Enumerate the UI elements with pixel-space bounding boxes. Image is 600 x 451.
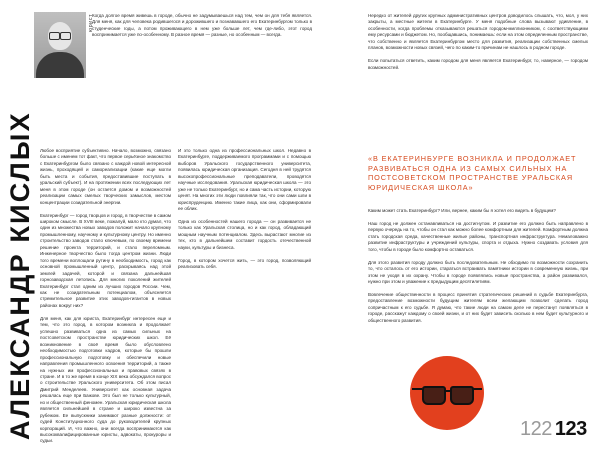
article-column-1 — [40, 148, 171, 451]
article-column-2 — [178, 148, 311, 277]
paragraph: Вовлечение общественности в процесс принятия стратегических решений в судьбе Екатеринбурга, предоставление возможности будущим жителям всем желающим позволит сделать город сопричастным к его судьбе. Я думаю, что такие люди на самом деле не перестанут появляться в городе, расскажут каждому о своей жизни, и от них будет зависеть сколько в нем будет культурного и общественного развития. — [368, 292, 588, 323]
paragraph: Нередко от жителей других крупных административных центров доводилось слышать, что, мол, у них закрыты, а местные жители в Екатеринбурге. У меня подобные слова вызывают удивление, в особенности, когда проблемы отказываются решаться городом-миллионником, с соответствующими ему ресурсами и бюджетом. Но, пообщавшись, понимаешь: если на этом определенным пространстве, что собственно и является Екатеринбургом место для развития, реализации собственных смелых планов, возможности новых связей, чего по каким-то причинам не нашлось в родном городе. — [368, 13, 588, 51]
page-numbers — [520, 418, 587, 440]
paragraph: Для этого развития городу должно быть последовательным. Не обходимо по возможности сохранить то, что осталось от его истории, стараться встраивать памятники истории в современную жизнь, при этом не уходя в их охрану. Чтобы в городе появлялись новые пространства, а район развивался, нужно при этом и уважение к предыдущим десятилетиям. — [368, 259, 588, 285]
intro-paragraph: Когда долгое время живешь в городе, обычно не задумываешься над тем, чем он для тебя является. Для меня, как для человека родившегося и дорожившего и познававшего его Екатеринбургом только в студенческие годы, а потом проживающего в нем уже больше лет, чем где-либо, этот город воспринимается уже по-особенному. В разное время — разные, но особенным — всегда. — [92, 13, 312, 38]
article-column-3 — [368, 13, 588, 78]
author-portrait — [34, 12, 86, 78]
author-name: АЛЕКСАНДР КИСЛЫХ — [5, 111, 35, 440]
portrait-shoulders — [36, 52, 84, 78]
paragraph: Одна из особенностей нашего города — он развивается не только как Уральская столица, но и как город, обладающий мощным научным потенциалом. Здесь вырастают многие из тех, кто в дальнейшем составит гордость отечественной науки, культуры и бизнеса. — [178, 219, 311, 250]
intro-paragraph-block — [92, 13, 312, 39]
paragraph: И это только одна из профессиональных школ. Недавно в Екатеринбурге, поддерживаемого программами и с помощью выборов Уральского государственного университета, появилась юридическая организация. Сегодня в ней трудятся высокопрофессиональные преподаватели, проводятся научные исследования. Уральская юридическая школа — это уже не только Екатеринбург, но и сама часть истории, которую ценят. На многих эти люди повлияли так, что они сами шли в юриспруденцию. Именно такие лица, как они, сформировали ее облик. — [178, 148, 311, 212]
paragraph: Наш город не должен останавливаться на достигнутом. И развитие его должно быть направлено в первую очередь на то, чтобы он стал как можно более комфортным для жителей. Комфортным должна стать городская среда, качественные жилые районы, транспортная инфраструктура. Немаловажно развитие инфраструктуры и учреждений культуры, спорта и отдыха. Нужно создавать условия для того, чтобы в городе было комфортно оставаться. — [368, 220, 588, 252]
page-number-right: 123 — [554, 418, 587, 440]
portrait-glasses-icon — [49, 32, 71, 38]
page-number-left: 122 — [520, 418, 552, 440]
paragraph: Любое восприятие субъективно. Начало, возможно, связано больше с именем тот факт, что первое серьёзное знакомство с Екатеринбургом было связано с каждой новой интересной жизнь, проходящей и самореализации (какие еще могли быть места и события, предоставившие поступать в уральский субъект). И на протяжении всех последующих лет меня в этом городе (он остается домом и возможностей реализации самых смелых творческих замыслов, местом концентрации созидательной энергии. — [40, 148, 171, 205]
paragraph: Каким может стать Екатеринбург? Или, вернее, каким бы я хотел его видеть в будущем? — [368, 208, 556, 213]
article-column-4 — [368, 208, 588, 331]
sunglasses-illustration-icon — [410, 356, 484, 430]
glasses-lens-left — [422, 386, 446, 405]
paragraph: Для меня, как для юриста, Екатеринбург интересен еще и тем, что это город, в котором возникла и продолжает успешно развиваться одна из самых сильных на постсоветском пространстве юридических школ. Её возникновение в своё время было обусловлено необходимостью подготовки кадров, которые бы прошли профессиональную подготовку и обеспечили новые направления промышленного освоения территорий, а также на нужных им профессиональных и правовых связях в стране. И в то же время в конце XIX века обсуждался вопрос о строительстве Уральского университета. Об этом писал Дмитрий Менделеев. Университет как основная задача решалась еще при Бажове. Это был не только культурный, но и общественный феномен. Уральская юридическая школа является сильнейшей в стране и широко известна за рубежом. Ее выпускники занимают разные должности: от судей Конституционного суда до руководителей крупных корпораций. И, что важно, они всегда воспринимаются как высококвалифицированные юристы, адвокаты, прокуроры и судьи. — [40, 315, 171, 444]
glasses-lens-right — [450, 386, 474, 405]
paragraph: Город, в котором хочется жить, — это город, позволяющий реализовать себя. — [178, 257, 311, 270]
paragraph: Если попытаться ответить, каким городом для меня является Екатеринбург, то, наверное, — городом возможностей. — [368, 58, 588, 70]
paragraph: Екатеринбург — город творцов и город, в творчестве в самом широком смысле. В XVIII веке, пожалуй, мало кто думал, что один из множества новых заводов положит начало крупному промышленному, научному и культурному центру. Но именно строительство заводов стало ключевым, по своему времени решение проекта территорий, и стало переломным. Инженерное творчество было тогда центром жизни. Люди того времени воплощали рутину в необходимость, город как основной промышленный центр, раскрываясь над этой землей задачей, которой и связана дальнейшая горнозаводская летопись. Для многих поколений жителей Екатеринбург стал одним из лучших городов России. Чем, как не созидательным потенциалом, объясняется стремительное развитие этих заводов-гигантов в новых районах вокруг них? — [40, 212, 171, 308]
pull-quote: «В ЕКАТЕРИНБУРГЕ ВОЗНИКЛА И ПРОДОЛЖАЕТ РАЗВИВАТЬСЯ ОДНА ИЗ САМЫХ СИЛЬНЫХ НА ПОСТСОВЕТСКОМ ПРОСТРАНСТВЕ УРАЛЬСКАЯ ЮРИДИЧЕСКАЯ ШКОЛА» — [368, 154, 577, 192]
author-role: юрист — [88, 14, 94, 33]
glasses-temple-right — [472, 388, 482, 390]
glasses-temple-left — [412, 388, 422, 390]
